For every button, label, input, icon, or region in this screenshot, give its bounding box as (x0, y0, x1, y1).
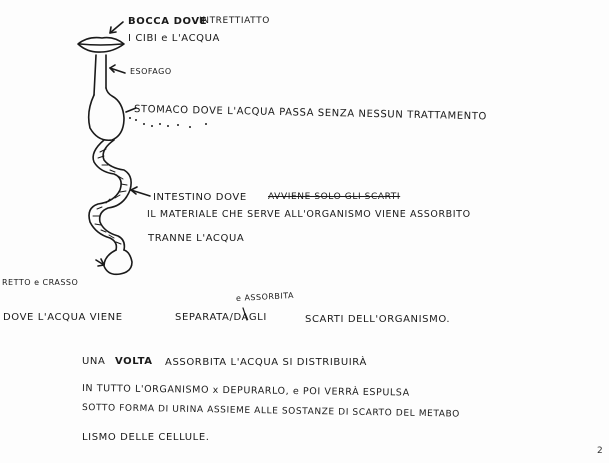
label-intestino-struck: AVVIENE SOLO GLI SCARTI (268, 192, 401, 202)
para-line4: LISMO DELLE CELLULE. (82, 432, 210, 443)
label-esofago: ESOFAGO (130, 67, 172, 76)
para-line1-c: ASSORBITA L'ACQUA SI DISTRIBUIRÀ (165, 357, 367, 368)
para-line3: SOTTO FORMA DI URINA ASSIEME ALLE SOSTANZE DI SCARTO DEL METABO (81, 403, 460, 420)
para-line1-b: VOLTA (115, 356, 153, 367)
label-bocca-rest: INTRETTIATTO (199, 16, 270, 26)
rectum-shape (104, 250, 132, 274)
label-bocca-line2: I CIBI e L'ACQUA (128, 33, 220, 44)
intestine-shape (89, 140, 121, 250)
para-line1-a: UNA (82, 356, 106, 367)
label-intestino-line2: IL MATERIALE CHE SERVE ALL'ORGANISMO VIENE ASSORBITO (147, 209, 471, 220)
label-retto: RETTO e CRASSO (2, 278, 79, 287)
mouth-arrow (110, 22, 123, 33)
label-acqua-b: SEPARATA/DAGLI (175, 312, 267, 323)
label-insert-assorbita: e ASSORBITA (235, 290, 295, 303)
stomach-shape (89, 88, 124, 140)
label-bocca: BOCCA DOVE (128, 16, 208, 27)
label-intestino-head: INTESTINO DOVE (153, 192, 247, 203)
label-acqua-a: DOVE L'ACQUA VIENE (3, 312, 123, 323)
label-intestino-line3: TRANNE L'ACQUA (148, 233, 245, 244)
para-line2: IN TUTTO L'ORGANISMO x DEPURARLO, e POI VERRÀ ESPULSA (81, 383, 410, 399)
page-number: 2 (597, 446, 603, 456)
label-stomaco: STOMACO DOVE L'ACQUA PASSA SENZA NESSUN TRATTAMENTO (133, 104, 488, 123)
label-acqua-c: SCARTI DELL'ORGANISMO. (305, 314, 451, 325)
esophagus-shape (94, 55, 106, 95)
